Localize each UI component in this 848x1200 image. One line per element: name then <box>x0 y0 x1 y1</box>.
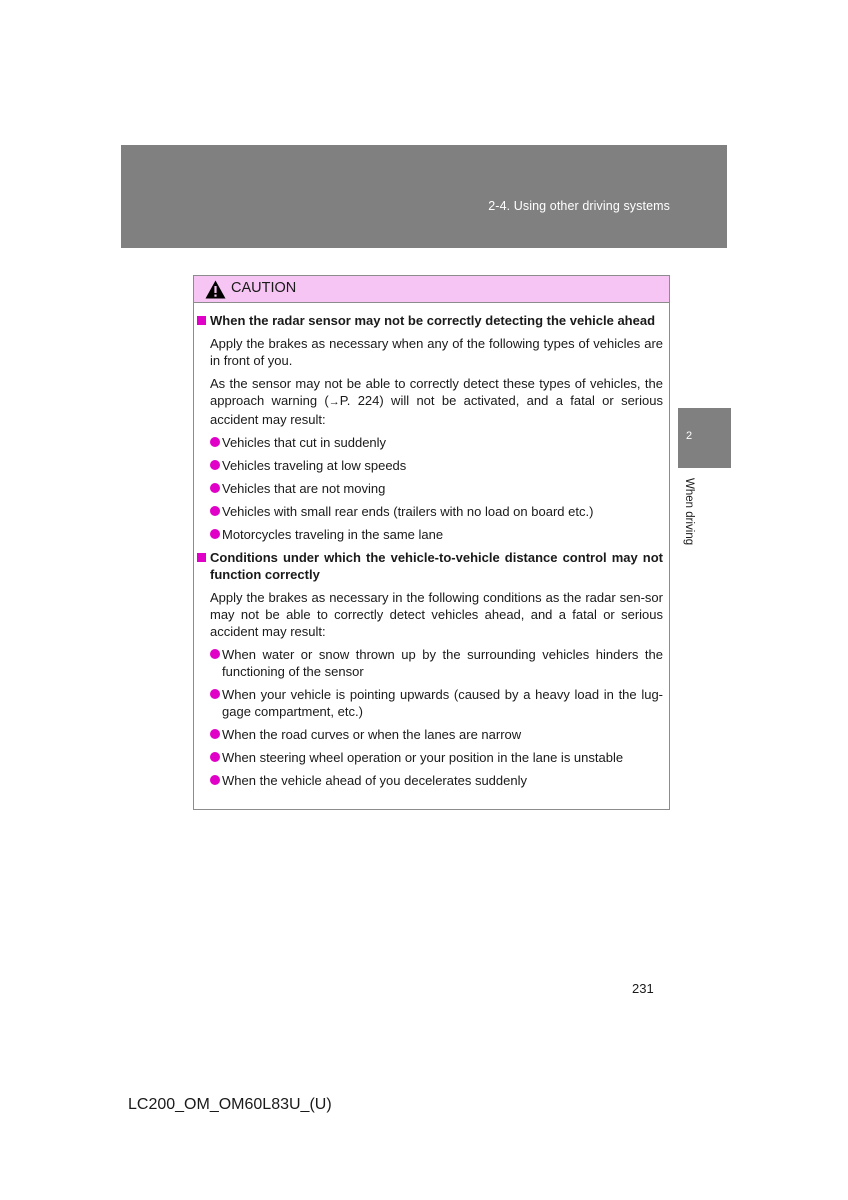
list-item-text: Vehicles that are not moving <box>222 481 386 496</box>
section-heading <box>210 312 663 329</box>
list-item-text: Vehicles that cut in suddenly <box>222 435 387 450</box>
list-item <box>222 526 663 543</box>
document-code: LC200_OM_OM60L83U_(U) <box>128 1096 332 1113</box>
list-item-text: Motorcycles traveling in the same lane <box>222 527 444 542</box>
section-heading-text: When the radar sensor may not be correctly detecting the vehicle ahead <box>210 313 656 328</box>
list-item-text: When water or snow thrown up by the surrounding vehicles hinders the functioning of the sensor <box>222 647 663 679</box>
list-item <box>222 686 663 720</box>
circle-bullet-icon <box>210 506 220 516</box>
square-bullet-icon <box>197 316 206 325</box>
list-item-text: When your vehicle is pointing upwards (caused by a heavy load in the lug-gage compartment, etc.) <box>222 687 663 719</box>
caution-box <box>193 275 670 810</box>
circle-bullet-icon <box>210 729 220 739</box>
list-item-text: When steering wheel operation or your position in the lane is unstable <box>222 750 624 765</box>
section-title: 2-4. Using other driving systems <box>488 199 670 213</box>
circle-bullet-icon <box>210 689 220 699</box>
list-item <box>222 772 663 789</box>
list-item-text: When the vehicle ahead of you decelerates suddenly <box>222 773 527 788</box>
list-item <box>222 726 663 743</box>
list-item <box>222 749 663 766</box>
paragraph: Apply the brakes as necessary when any of the following types of vehicles are in front of you. <box>210 336 663 368</box>
list-item <box>222 480 663 497</box>
square-bullet-icon <box>197 553 206 562</box>
circle-bullet-icon <box>210 460 220 470</box>
list-item <box>222 503 663 520</box>
list-item <box>222 457 663 474</box>
header-band <box>121 145 727 248</box>
chapter-tab <box>678 408 731 468</box>
list-item-text: Vehicles with small rear ends (trailers with no load on board etc.) <box>222 504 594 519</box>
paragraph <box>210 375 663 428</box>
circle-bullet-icon <box>210 483 220 493</box>
section-heading <box>210 549 663 583</box>
list-item-text: When the road curves or when the lanes are narrow <box>222 727 522 742</box>
paragraph: Apply the brakes as necessary in the following conditions as the radar sen-sor may not be able to correctly detect vehicles ahead, and a fatal or serious accident may result: <box>210 590 663 639</box>
circle-bullet-icon <box>210 752 220 762</box>
chapter-number: 2 <box>686 430 693 442</box>
paragraph-text: P. 224) will not be activated, and a fatal or serious accident may result: <box>210 393 663 427</box>
caution-body <box>194 312 669 789</box>
caution-header <box>194 276 669 303</box>
section-heading-text: Conditions under which the vehicle-to-vehicle distance control may not function correctly <box>210 550 663 582</box>
reference-arrow-icon: → <box>328 396 340 408</box>
chapter-label: When driving <box>683 478 695 546</box>
page-number: 231 <box>632 981 654 996</box>
list-item <box>222 646 663 680</box>
warning-triangle-icon <box>205 280 226 299</box>
circle-bullet-icon <box>210 529 220 539</box>
list-item-text: Vehicles traveling at low speeds <box>222 458 407 473</box>
circle-bullet-icon <box>210 775 220 785</box>
paragraph-text: As the sensor may not be able to correctly detect these types of vehicles, the approach warning ( <box>210 376 663 408</box>
circle-bullet-icon <box>210 437 220 447</box>
circle-bullet-icon <box>210 649 220 659</box>
list-item <box>222 434 663 451</box>
caution-title: CAUTION <box>231 280 297 296</box>
